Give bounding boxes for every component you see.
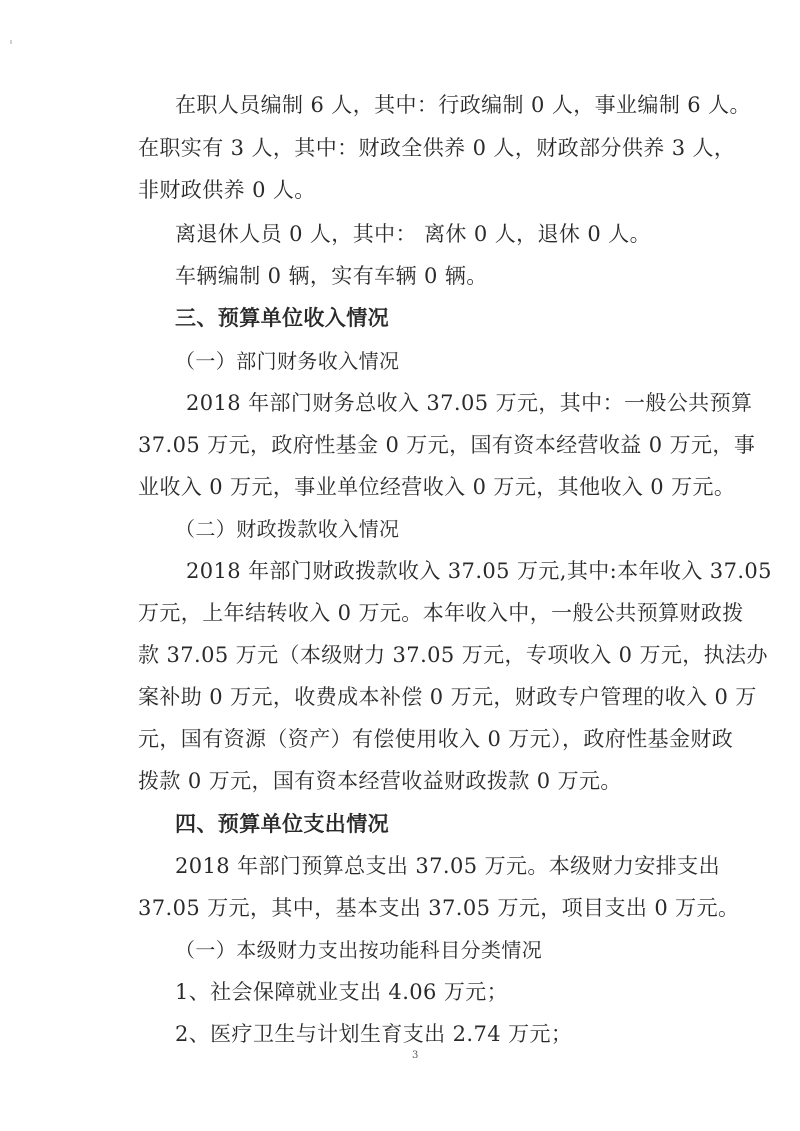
page-number: 3 — [412, 1050, 419, 1061]
dept-financial-income-line-2: 37.05 万元，政府性基金 0 万元，国有资本经营收益 0 万元，事 — [138, 433, 756, 457]
non-fiscal-staff-line: 非财政供养 0 人。 — [138, 178, 316, 202]
dept-financial-income-line-3: 业收入 0 万元，事业单位经营收入 0 万元，其他收入 0 万元。 — [138, 475, 736, 499]
subheading-fiscal-appropriation-income: （二）财政拨款收入情况 — [175, 517, 400, 541]
subheading-dept-financial-income: （一）部门财务收入情况 — [175, 349, 400, 373]
section-heading-income: 三、预算单位收入情况 — [175, 305, 389, 330]
fiscal-appropriation-line-6: 拨款 0 万元，国有资本经营收益财政拨款 0 万元。 — [138, 769, 622, 793]
vehicle-line: 车辆编制 0 辆，实有车辆 0 辆。 — [175, 264, 488, 288]
section-heading-expenditure: 四、预算单位支出情况 — [175, 811, 389, 836]
fiscal-appropriation-line-5: 元，国有资源（资产）有偿使用收入 0 万元），政府性基金财政 — [138, 727, 734, 751]
expenditure-line-2: 37.05 万元，其中，基本支出 37.05 万元，项目支出 0 万元。 — [138, 896, 740, 920]
fiscal-appropriation-line-2: 万元，上年结转收入 0 万元。本年收入中，一般公共预算财政拨 — [138, 601, 744, 625]
list-item-health-family-planning: 2、医疗卫生与计划生育支出 2.74 万元； — [175, 1022, 573, 1046]
list-item-social-security: 1、社会保障就业支出 4.06 万元； — [175, 980, 509, 1004]
retired-staff-line: 离退休人员 0 人，其中： 离休 0 人，退休 0 人。 — [175, 222, 652, 246]
expenditure-line-1: 2018 年部门预算总支出 37.05 万元。本级财力安排支出 — [175, 854, 720, 878]
subheading-functional-classification: （一）本级财力支出按功能科目分类情况 — [175, 938, 543, 962]
staffing-quota-line: 在职人员编制 6 人，其中：行政编制 0 人，事业编制 6 人。 — [175, 93, 751, 117]
fiscal-appropriation-line-3: 款 37.05 万元（本级财力 37.05 万元，专项收入 0 万元，执法办 — [138, 643, 768, 667]
actual-staff-line: 在职实有 3 人，其中：财政全供养 0 人，财政部分供养 3 人， — [138, 136, 736, 160]
scan-edge-mark — [10, 40, 12, 44]
fiscal-appropriation-line-1: 2018 年部门财政拨款收入 37.05 万元,其中:本年收入 37.05 — [186, 559, 772, 583]
fiscal-appropriation-line-4: 案补助 0 万元，收费成本补偿 0 万元，财政专户管理的收入 0 万 — [138, 685, 757, 709]
dept-financial-income-line-1: 2018 年部门财务总收入 37.05 万元，其中：一般公共预算 — [186, 391, 753, 415]
